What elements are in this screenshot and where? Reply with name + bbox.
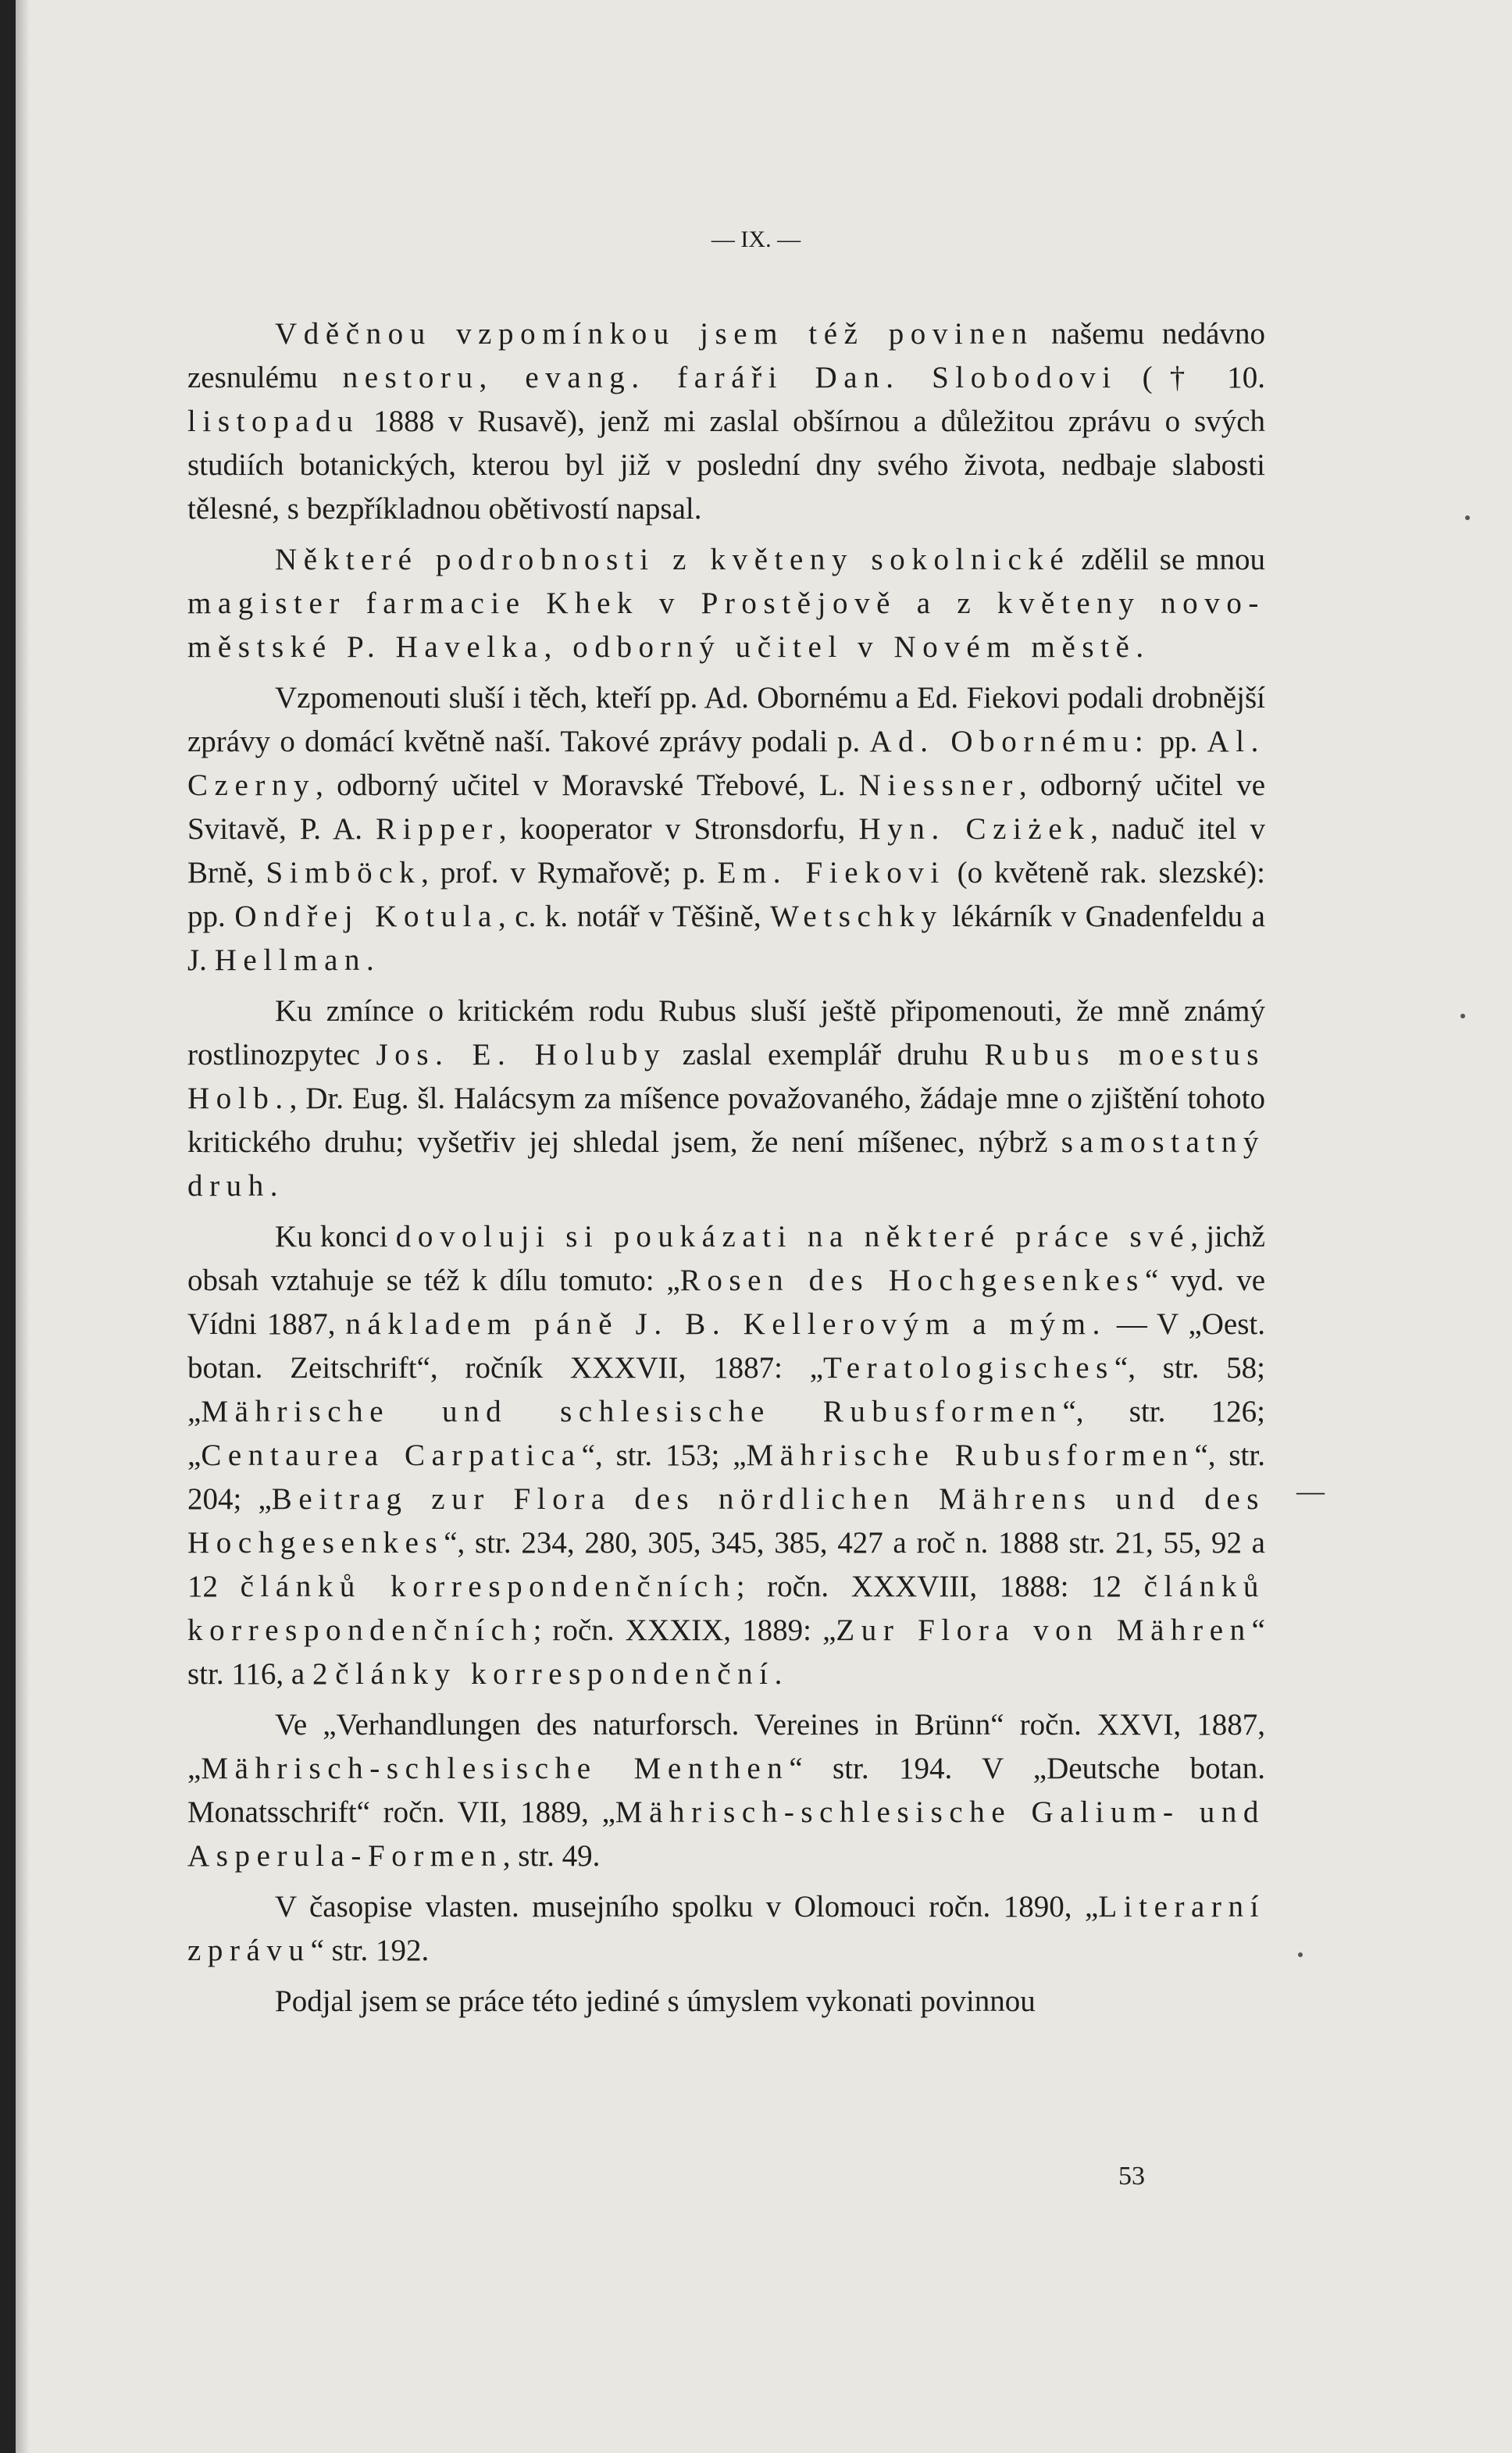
text-run: , str. 49.	[502, 1839, 601, 1873]
text-run: “, str. 204; „	[187, 1439, 1265, 1516]
text-run: , kooperator v Stronsdorfu,	[498, 812, 859, 846]
text-run: V časopise vlasten. musejního spolku v Olomouci ročn. 1890, „	[275, 1890, 1099, 1924]
margin-dot	[1460, 1014, 1465, 1018]
text-run: ; ročn. XXXVIII, 1888: 12	[736, 1570, 1144, 1603]
spaced-text: články korrespondenční.	[335, 1657, 789, 1691]
text-run: Ku zmínce o kritickém rodu Rubus sluší ještě připomenouti, že mně známý rostlinozpytec	[187, 994, 1265, 1071]
text-run: “, str. 58; „	[187, 1351, 1265, 1428]
paragraph	[187, 312, 1265, 531]
text-run: — V „Oest. botan. Zeitschrift“, ročník XXXVII, 1887: „	[187, 1307, 1265, 1385]
text-run: , prof. v Rymařově; p.	[421, 856, 718, 890]
spaced-text: Ondřej Kotula	[234, 900, 498, 933]
text-run: , Dr. Eug. šl. Halácsym za míšence považovaného, žádaje mne o zjištění tohoto kritického druhu; vyšetřiv jej shledal jsem, že není míšenec, nýbrž	[187, 1082, 1265, 1159]
text-run: , naduč itel v Brně,	[187, 812, 1265, 890]
text-run: 1888 v Rusavě), jenž mi zaslal obšírnou a důležitou zprávu o svých studiích botanických, kterou byl již v poslední dny svého života, nedbaje slabosti tělesné, s bezpříkladnou obětivostí napsal.	[187, 405, 1265, 526]
spaced-text: Rubus moestus Holb.	[187, 1038, 1265, 1115]
paragraph	[187, 1703, 1265, 1878]
paragraph	[187, 538, 1265, 669]
paragraph	[187, 1980, 1265, 2023]
text-run: “ str. 192.	[310, 1934, 430, 1967]
spaced-text: Simböck	[266, 856, 422, 890]
margin-dot	[1298, 1952, 1303, 1957]
spaced-text: Vděčnou vzpomínkou jsem též povinen	[275, 317, 1034, 351]
spaced-text: Ad. Obornému:	[869, 725, 1150, 758]
text-run: “ vyd. ve Vídni 1887,	[187, 1264, 1266, 1341]
scan-edge-shadow	[16, 0, 30, 2453]
text-run: zdělil se mnou	[1070, 543, 1266, 576]
spaced-text: dovoluji si poukázati na některé práce své	[395, 1220, 1191, 1253]
spaced-text: Em. Fiekovi	[717, 856, 946, 890]
text-run: , jichž obsah vztahuje se též k dílu tomuto: „	[187, 1220, 1265, 1297]
text-run: Podjal jsem se práce této jediné s úmyslem vykonati povinnou	[275, 1984, 1036, 2018]
spaced-text: Beitrag zur Flora des nördlichen Mährens und des Hochgesenkes	[187, 1482, 1265, 1560]
spaced-text: nákladem páně J. B. Kellerovým a mým.	[345, 1307, 1107, 1341]
text-run: ; ročn. XXXIX, 1889: „	[533, 1613, 836, 1647]
text-run: († 10.	[1117, 361, 1265, 394]
text-run: , c. k. notář v Těšině,	[497, 900, 771, 933]
text-run: zaslal exemplář druhu	[666, 1038, 985, 1071]
text-run: Ve „Verhandlungen des naturforsch. Vereines in Brünn“ ročn. XXVI, 1887, „	[187, 1708, 1265, 1785]
text-run: “, str. 153; „	[581, 1439, 747, 1472]
paragraph	[187, 1885, 1265, 1973]
paragraph	[187, 1215, 1265, 1696]
text-run: , odborný učitel ve Svitavě, P. A.	[187, 768, 1265, 846]
body-text	[187, 312, 1265, 2030]
text-run: , odborný učitel v Moravské Třebové, L.	[316, 768, 859, 802]
text-run: (o květeně rak. slezské): pp.	[187, 856, 1265, 933]
paragraph	[187, 676, 1265, 982]
spaced-text: Zur Flora von Mähren	[836, 1613, 1252, 1647]
text-run: “ str. 116, a 2	[187, 1613, 1265, 1691]
spaced-text: listopadu	[187, 405, 360, 438]
spaced-text: Jos. E. Holuby	[376, 1038, 667, 1071]
spaced-text: Wetschky	[770, 900, 943, 933]
spaced-text: článků korrespondenčních	[240, 1570, 736, 1603]
spaced-text: Rosen des Hochgesenkes	[679, 1264, 1145, 1297]
text-run: Ku konci	[275, 1220, 396, 1253]
spaced-text: Mährische und schlesische Rubusformen	[201, 1395, 1063, 1428]
text-run: “, str. 234, 280, 305, 345, 385, 427 a roč n. 1888 str. 21, 55, 92 a 12	[187, 1526, 1265, 1603]
margin-mark: —	[1296, 1475, 1325, 1506]
spaced-text: Mährisch-schlesische Menthen	[201, 1752, 790, 1785]
page-header: — IX. —	[711, 226, 801, 252]
paragraph	[187, 989, 1265, 1208]
text-run: Vzpomenouti sluší i těch, kteří pp. Ad. Obornému a Ed. Fiekovi podali drobnější zprávy o domácí květně naší. Takové zprávy podali p.	[187, 681, 1265, 758]
spaced-text: Mährische Rubusformen	[746, 1439, 1195, 1472]
spaced-text: článků korrespondenčních	[187, 1570, 1266, 1647]
spaced-text: Centaurea Carpatica	[201, 1439, 582, 1472]
spaced-text: Al. Czerny	[187, 725, 1265, 802]
text-run: pp.	[1150, 725, 1207, 758]
spaced-text: magister farmacie Khek v Prostějově a z květeny novo-městské P. Havelka, odborný učitel v Novém městě.	[187, 587, 1265, 664]
spaced-text: nestoru, evang. faráři Dan. Slobodovi	[342, 361, 1118, 394]
text-run: našemu nedávno zesnulému	[187, 317, 1265, 394]
text-run: lékárník v Gnadenfeldu a J.	[187, 900, 1265, 977]
margin-dot	[1465, 515, 1470, 520]
spaced-text: Některé podrobnosti z květeny sokolnické	[275, 543, 1071, 576]
spaced-text: Hellman.	[214, 943, 381, 977]
spaced-text: Literarní zprávu	[187, 1890, 1265, 1967]
spaced-text: Teratologisches	[823, 1351, 1114, 1385]
text-run: “, str. 126; „	[187, 1395, 1265, 1472]
spaced-text: Ripper	[376, 812, 499, 846]
text-run: “ str. 194. V „Deutsche botan. Monatsschrift“ ročn. VII, 1889, „	[187, 1752, 1265, 1829]
spaced-text: samostatný druh.	[187, 1125, 1265, 1203]
spaced-text: Mährisch-schlesische Galium- und Asperula-Formen	[187, 1795, 1265, 1873]
scan-edge	[0, 0, 16, 2453]
spaced-text: Niessner	[858, 768, 1019, 802]
page-number: 53	[1118, 2162, 1145, 2191]
spaced-text: Hyn. Cziżek	[858, 812, 1091, 846]
